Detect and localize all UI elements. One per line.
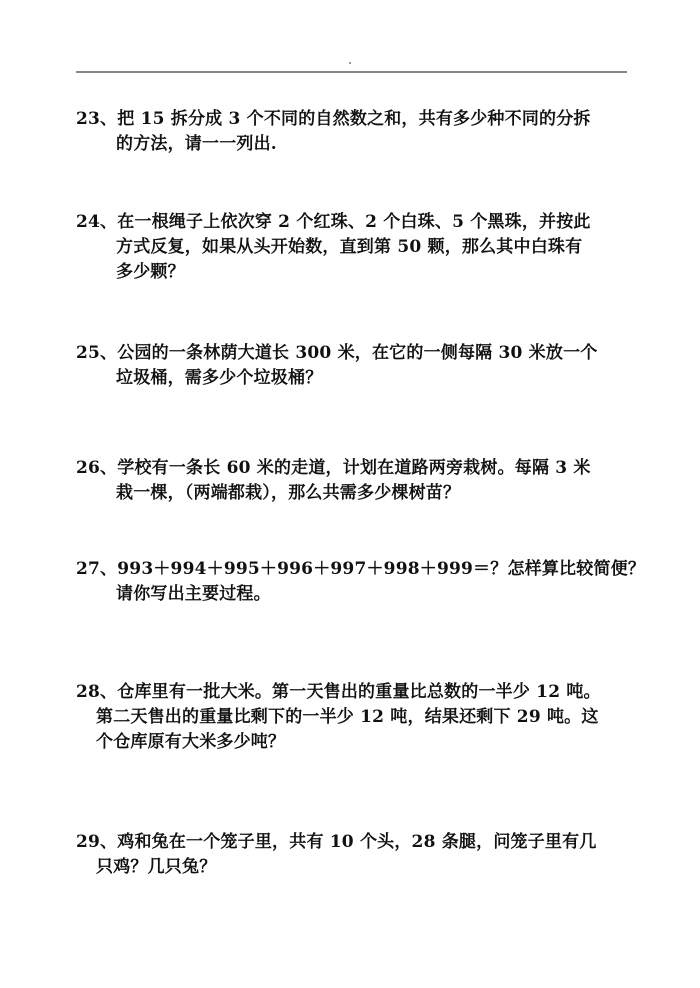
- question-26: [76, 456, 636, 506]
- question-29-line-2: 只鸡？几只兔？: [96, 857, 217, 877]
- question-23-line-1: 23、把 15 拆分成 3 个不同的自然数之和，共有多少种不同的分拆: [76, 109, 591, 129]
- question-28-line-1: 28、仓库里有一批大米。第一天售出的重量比总数的一半少 12 吨。: [76, 682, 601, 702]
- question-26-line-1: 26、学校有一条长 60 米的走道，计划在道路两旁栽树。每隔 3 米: [76, 458, 591, 478]
- question-24: [76, 210, 636, 285]
- question-25-line-2: 垃圾桶，需多少个垃圾桶？: [116, 368, 323, 388]
- question-28-line-3: 个仓库原有大米多少吨？: [96, 732, 286, 752]
- header-divider: [76, 71, 627, 73]
- question-24-line-1: 24、在一根绳子上依次穿 2 个红珠、2 个白珠、5 个黑珠，并按此: [76, 212, 591, 232]
- question-27: [76, 557, 646, 607]
- question-29-line-1: 29、鸡和兔在一个笼子里，共有 10 个头，28 条腿，问笼子里有几: [76, 832, 597, 852]
- question-24-line-2: 方式反复，如果从头开始数，直到第 50 颗，那么其中白珠有: [116, 237, 583, 257]
- question-25-line-1: 25、公园的一条林荫大道长 300 米，在它的一侧每隔 30 米放一个: [76, 343, 598, 363]
- question-27-line-1: 27、993＋994＋995＋996＋997＋998＋999＝？怎样算比较简便？: [76, 559, 646, 579]
- question-24-line-3: 多少颗？: [116, 262, 185, 282]
- question-25: [76, 341, 636, 391]
- question-27-line-2: 请你写出主要过程。: [116, 584, 271, 604]
- question-29: [76, 830, 636, 880]
- header-dot: [349, 62, 351, 64]
- question-23: [76, 107, 636, 157]
- question-28-line-2: 第二天售出的重量比剩下的一半少 12 吨，结果还剩下 29 吨。这: [96, 707, 599, 727]
- question-23-line-2: 的方法，请一一列出.: [116, 134, 277, 154]
- question-28: [76, 680, 636, 755]
- question-26-line-2: 栽一棵，（两端都栽），那么共需多少棵树苗？: [116, 483, 461, 503]
